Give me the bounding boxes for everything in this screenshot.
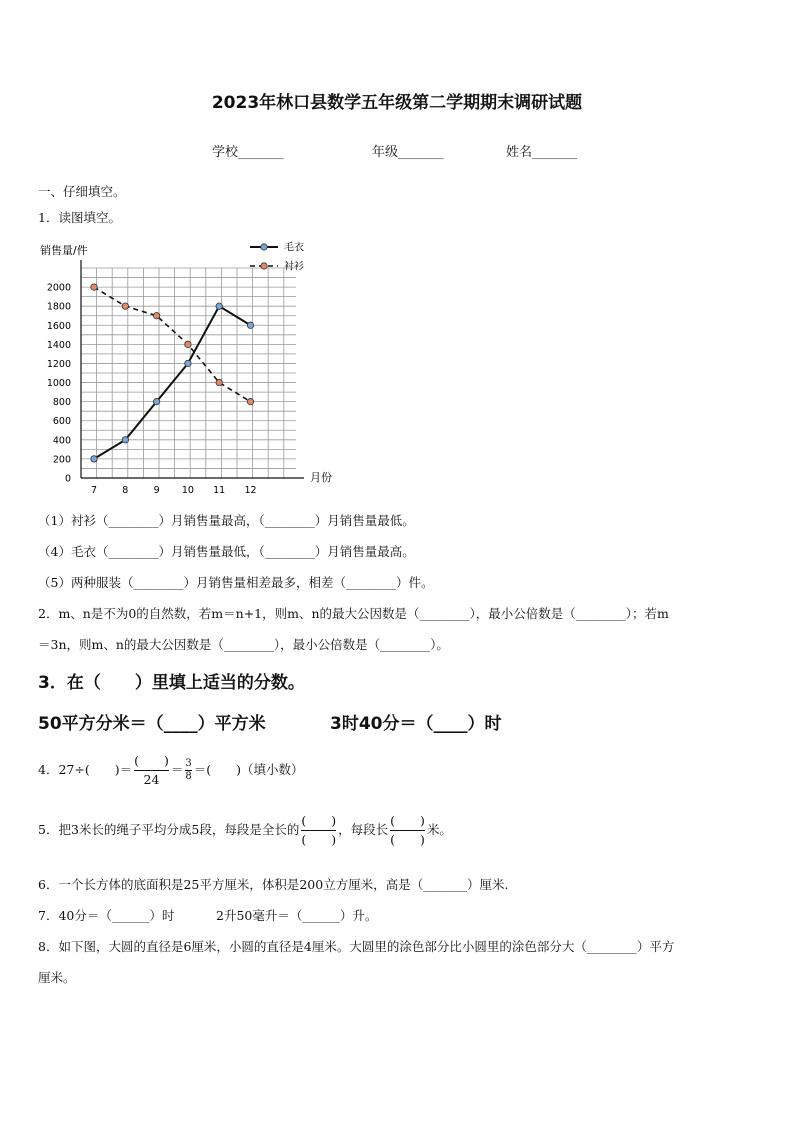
question-1-part-4: （4）毛衣（________）月销售量最低，（________）月销售量最高。 — [38, 544, 415, 559]
fraction-numerator: ( ) — [301, 813, 337, 828]
grade-field: 年级_______ — [372, 145, 444, 160]
fraction-numerator: 3 — [185, 758, 192, 769]
question-1-part-5: （5）两种服装（________）月销售量相差最多，相差（________）件。 — [38, 575, 434, 590]
question-3-part-b: 3时40分＝（____）时 — [330, 714, 502, 734]
y-tick-label: 1400 — [46, 339, 71, 351]
question-7-part-a: 7．40分＝（______）时 — [38, 908, 175, 923]
section-heading: 一、仔细填空。 — [38, 184, 126, 199]
question-4-fraction — [134, 752, 169, 789]
name-field: 姓名_______ — [506, 145, 578, 160]
legend-label: 衬衫 — [284, 261, 304, 273]
school-field: 学校_______ — [212, 145, 284, 160]
question-5-suffix: 米。 — [426, 822, 452, 837]
x-tick-label: 10 — [181, 485, 194, 496]
y-tick-label: 800 — [52, 397, 71, 409]
y-tick-label: 1000 — [46, 378, 71, 390]
question-5 — [38, 812, 452, 849]
x-tick-label: 9 — [153, 485, 160, 496]
question-3-part-a: 50平方分米＝（____）平方米 — [38, 714, 266, 734]
x-tick-label: 7 — [90, 485, 98, 496]
fraction-numerator: ( ) — [134, 753, 169, 768]
y-tick-labels — [47, 283, 71, 485]
question-4-suffix: ＝( )（填小数） — [193, 762, 304, 777]
data-point — [122, 437, 128, 443]
page-title: 2023年林口县数学五年级第二学期期末调研试题 — [211, 93, 583, 113]
equals-sign: ＝ — [170, 762, 184, 777]
x-tick-label: 11 — [213, 485, 226, 496]
question-7-part-b: 2升50毫升＝（______）升。 — [216, 908, 378, 923]
y-tick-label: 400 — [52, 435, 71, 447]
question-1-stem: 1．读图填空。 — [38, 210, 121, 225]
y-tick-label: 600 — [52, 416, 71, 428]
x-tick-labels — [91, 485, 257, 496]
y-tick-label: 200 — [52, 454, 71, 466]
y-tick-label: 0 — [64, 473, 71, 485]
data-point — [122, 303, 128, 309]
question-5-prefix: 5．把3米长的绳子平均分成5段，每段是全长的 — [38, 822, 300, 837]
legend-marker — [261, 244, 267, 250]
question-1-part-1: （1）衬衫（________）月销售量最高，（________）月销售量最低。 — [38, 513, 415, 528]
y-tick-label: 2000 — [46, 282, 71, 294]
question-5-fraction-1 — [301, 812, 336, 849]
data-point — [216, 303, 222, 309]
legend-label: 毛衣 — [284, 242, 304, 254]
data-point — [91, 284, 97, 290]
data-point — [216, 379, 222, 385]
y-axis-label: 销售量/件 — [40, 244, 88, 257]
question-4 — [38, 752, 304, 789]
question-5-fraction-2 — [390, 812, 425, 849]
legend-marker — [261, 263, 267, 269]
question-5-mid: ，每段长 — [338, 822, 389, 837]
x-axis-label: 月份 — [310, 471, 332, 484]
question-8-line-1: 8．如下图，大圆的直径是6厘米，小圆的直径是4厘米。大圆里的涂色部分比小圆里的涂色部分大（________）平方 — [38, 939, 675, 954]
fraction-denominator: 8 — [185, 771, 192, 782]
question-2-line-2: ＝3n，则m、n的最大公因数是（________），最小公倍数是（________）。 — [38, 637, 449, 652]
three-eighths-fraction — [185, 758, 191, 783]
data-point — [153, 398, 159, 404]
fraction-numerator: ( ) — [390, 813, 425, 828]
data-point — [185, 341, 191, 347]
y-tick-label: 1800 — [46, 301, 71, 313]
y-tick-label: 1600 — [46, 320, 71, 332]
question-2-line-1: 2．m、n是不为0的自然数，若m＝n+1，则m、n的最大公因数是（________），最小公倍数是（________）；若m — [38, 606, 669, 621]
question-8-line-2: 厘米。 — [38, 970, 76, 985]
y-tick-label: 1200 — [46, 358, 71, 370]
question-6: 6．一个长方体的底面积是25平方厘米，体积是200立方厘米，高是（_______）厘米. — [38, 877, 509, 892]
data-point — [247, 398, 253, 404]
data-point — [185, 360, 191, 366]
x-tick-label: 12 — [244, 485, 257, 496]
sales-line-chart — [34, 238, 354, 498]
fraction-denominator: ( ) — [301, 832, 337, 847]
data-point — [153, 313, 159, 319]
fraction-denominator: 24 — [143, 772, 160, 787]
fraction-denominator: ( ) — [390, 832, 425, 847]
data-point — [91, 456, 97, 462]
question-3-stem: 3．在（ ）里填上适当的分数。 — [38, 673, 305, 693]
question-4-prefix: 4．27÷( )＝ — [38, 762, 133, 777]
x-tick-label: 8 — [122, 485, 129, 496]
data-point — [247, 322, 253, 328]
